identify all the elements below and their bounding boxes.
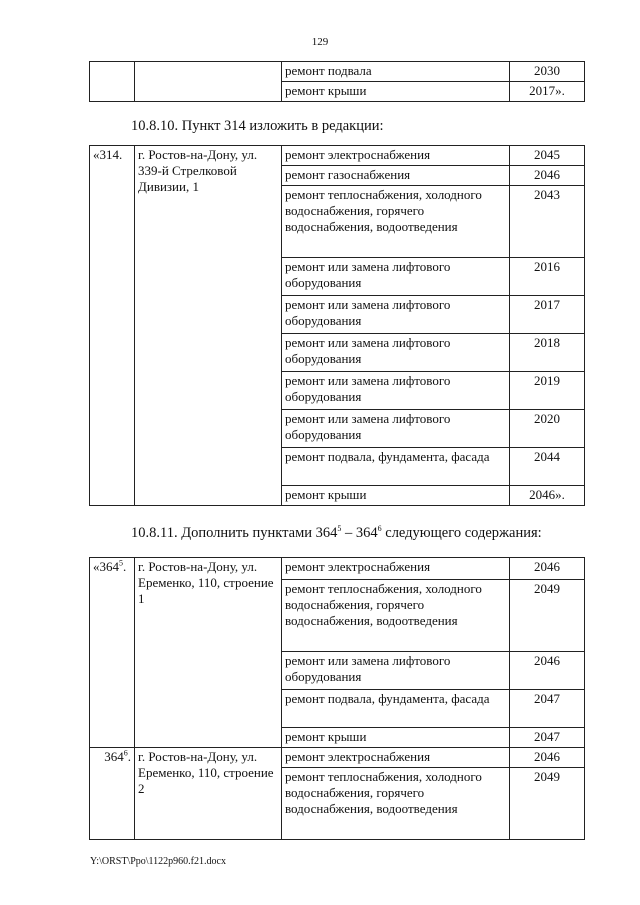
work-cell: ремонт теплоснабжения, холодного водоснабжения, горячего водоснабжения, водоотведения (282, 580, 510, 652)
work-cell: ремонт подвала, фундамента, фасада (282, 690, 510, 728)
year-cell: 2020 (510, 410, 585, 448)
work-cell: ремонт крыши (282, 82, 510, 102)
year-cell: 2043 (510, 186, 585, 258)
year-cell: 2018 (510, 334, 585, 372)
para-text: 10.8.11. Дополнить пунктами 364 (131, 525, 338, 541)
num-cell: «$364^5$. (90, 558, 135, 748)
continuation-table (89, 61, 585, 102)
work-cell: ремонт теплоснабжения, холодного водоснабжения, горячего водоснабжения, водоотведения (282, 768, 510, 840)
address-cell: г. Ростов-на-Дону, ул. 339-й Стрелковой Дивизии, 1 (135, 146, 282, 506)
table-row (90, 146, 585, 166)
year-cell: 2049 (510, 580, 585, 652)
year-cell: 2047 (510, 728, 585, 748)
page-number: 129 (311, 36, 329, 48)
num-cell: «314. (90, 146, 135, 506)
table-row (90, 62, 585, 82)
year-cell: 2019 (510, 372, 585, 410)
year-cell: 2045 (510, 146, 585, 166)
para-text: – 364 (341, 525, 378, 541)
year-cell: 2017 (510, 296, 585, 334)
work-cell: ремонт электроснабжения (282, 558, 510, 580)
work-cell: ремонт или замена лифтового оборудования (282, 372, 510, 410)
paragraph-10-8-10: 10.8.10. Пункт 314 изложить в редакции: (131, 118, 384, 134)
work-cell: ремонт электроснабжения (282, 146, 510, 166)
work-cell: ремонт подвала, фундамента, фасада (282, 448, 510, 486)
work-cell: ремонт газоснабжения (282, 166, 510, 186)
year-cell: 2047 (510, 690, 585, 728)
table-row (90, 748, 585, 768)
year-cell: 2046 (510, 166, 585, 186)
items-364-table (89, 557, 585, 840)
item-314-table (89, 145, 585, 506)
work-cell: ремонт теплоснабжения, холодного водоснабжения, горячего водоснабжения, водоотведения (282, 186, 510, 258)
address-cell (135, 62, 282, 102)
num-cell: $364^6$. (90, 748, 135, 840)
year-cell: 2046 (510, 558, 585, 580)
work-cell: ремонт электроснабжения (282, 748, 510, 768)
work-cell: ремонт или замена лифтового оборудования (282, 258, 510, 296)
work-cell: ремонт крыши (282, 486, 510, 506)
superscript: 6 (377, 524, 382, 534)
paragraph-10-8-11 (131, 525, 542, 542)
work-cell: ремонт или замена лифтового оборудования (282, 410, 510, 448)
year-cell: 2030 (510, 62, 585, 82)
file-path-footer: Y:\ORST\Ppo\1122p960.f21.docx (90, 856, 226, 867)
work-cell: ремонт или замена лифтового оборудования (282, 652, 510, 690)
year-cell: 2044 (510, 448, 585, 486)
address-cell: г. Ростов-на-Дону, ул. Еременко, 110, строение 1 (135, 558, 282, 748)
year-cell: 2017». (510, 82, 585, 102)
work-cell: ремонт подвала (282, 62, 510, 82)
table-row (90, 558, 585, 580)
superscript: 5 (337, 524, 342, 534)
address-cell: г. Ростов-на-Дону, ул. Еременко, 110, строение 2 (135, 748, 282, 840)
year-cell: 2016 (510, 258, 585, 296)
work-cell: ремонт или замена лифтового оборудования (282, 296, 510, 334)
work-cell: ремонт или замена лифтового оборудования (282, 334, 510, 372)
num-cell (90, 62, 135, 102)
year-cell: 2046 (510, 748, 585, 768)
work-cell: ремонт крыши (282, 728, 510, 748)
para-text: следующего содержания: (381, 525, 542, 541)
year-cell: 2049 (510, 768, 585, 840)
year-cell: 2046 (510, 652, 585, 690)
year-cell: 2046». (510, 486, 585, 506)
